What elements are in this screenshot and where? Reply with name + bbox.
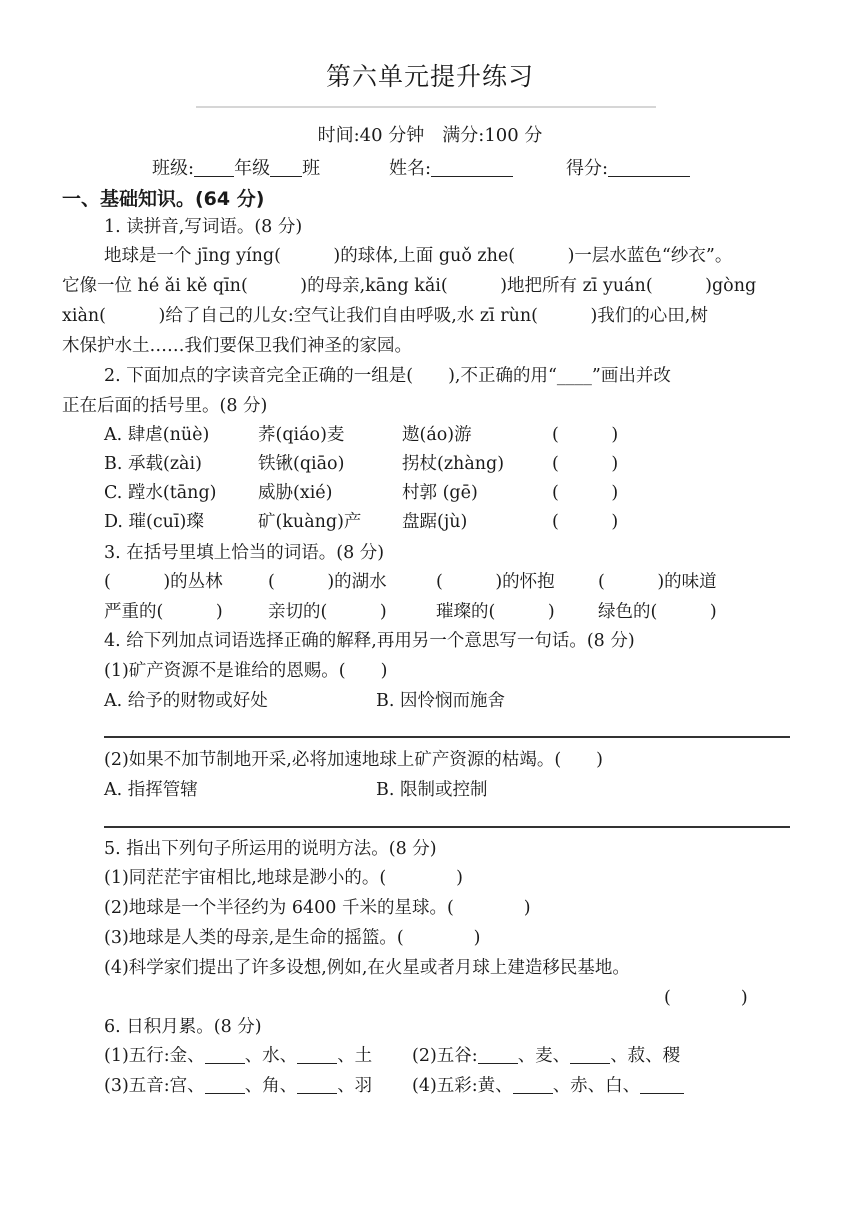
- q6-fill-blank[interactable]: [297, 1075, 337, 1094]
- q5-heading: 5. 指出下列句子所运用的说明方法。(8 分): [104, 839, 437, 859]
- q3-blank[interactable]: 严重的( ): [104, 602, 223, 622]
- q2-option-c: 村郭 (gē): [402, 483, 478, 503]
- q3-heading: 3. 在括号里填上恰当的词语。(8 分): [104, 543, 385, 563]
- q4-choice-b: B. 因怜悯而施舍: [376, 691, 505, 711]
- q5-sentence: (4)科学家们提出了许多设想,例如,在火星或者月球上建造移民基地。: [104, 958, 630, 978]
- q6-item-4: [412, 1072, 684, 1097]
- score-field: [566, 154, 690, 180]
- class-label: 班级:: [152, 158, 195, 179]
- exam-meta: 时间:40 分钟 满分:100 分: [317, 125, 543, 146]
- title-divider: [196, 106, 656, 108]
- q2-option-d: D. 璀(cuī)璨: [104, 512, 204, 532]
- q6-text: 、赤、白、: [552, 1076, 641, 1096]
- q6-fill-blank[interactable]: [297, 1045, 337, 1064]
- q4-answer-line[interactable]: [104, 826, 790, 828]
- q4-choice-b: B. 限制或控制: [376, 780, 488, 800]
- q4-sentence-1: (1)矿产资源不是谁给的恩赐。( ): [104, 661, 388, 681]
- q6-text: 、菽、稷: [610, 1046, 681, 1066]
- q1-heading: 1. 读拼音,写词语。(8 分): [104, 217, 303, 237]
- q6-fill-blank[interactable]: [205, 1075, 245, 1094]
- q6-heading: 6. 日积月累。(8 分): [104, 1017, 262, 1037]
- q3-blank[interactable]: 璀璨的( ): [436, 602, 555, 622]
- q3-blank[interactable]: ( )的丛林: [104, 572, 223, 592]
- q6-text: (1)五行:金、: [104, 1046, 205, 1066]
- q6-fill-blank[interactable]: [640, 1075, 684, 1094]
- q2-answer-bracket[interactable]: ( ): [552, 483, 619, 503]
- page-title: 第六单元提升练习: [325, 62, 534, 91]
- q2-option-b: 拐杖(zhàng): [402, 454, 505, 474]
- q2-option-b: 铁锹(qiāo): [258, 454, 345, 474]
- q6-fill-blank[interactable]: [570, 1045, 610, 1064]
- name-label: 姓名:: [389, 158, 432, 179]
- q2-option-d: 矿(kuàng)产: [258, 512, 362, 532]
- q6-fill-blank[interactable]: [205, 1045, 245, 1064]
- q6-text: (3)五音:宫、: [104, 1076, 205, 1096]
- q6-text: (2)五谷:: [412, 1046, 478, 1066]
- q6-item-3: [104, 1072, 372, 1097]
- q4-answer-line[interactable]: [104, 736, 790, 738]
- q5-sentence: (1)同茫茫宇宙相比,地球是渺小的。( ): [104, 868, 464, 888]
- q5-answer-bracket[interactable]: ( ): [664, 988, 748, 1008]
- score-label: 得分:: [566, 158, 609, 179]
- q6-item-1: [104, 1042, 372, 1067]
- q2-option-c: C. 蹚水(tāng): [104, 483, 217, 503]
- q2-heading: 正在后面的括号里。(8 分): [62, 396, 268, 416]
- q2-option-c: 威胁(xié): [258, 483, 333, 503]
- q2-answer-bracket[interactable]: ( ): [552, 425, 619, 445]
- q6-text: 、水、: [244, 1046, 298, 1066]
- q3-blank[interactable]: ( )的湖水: [268, 572, 387, 592]
- q3-blank[interactable]: ( )的味道: [598, 572, 717, 592]
- q6-text: 、羽: [337, 1076, 373, 1096]
- name-blank[interactable]: [431, 158, 513, 177]
- q2-heading: 2. 下面加点的字读音完全正确的一组是( ),不正确的用“____”画出并改: [104, 366, 671, 386]
- q6-item-2: [412, 1042, 680, 1067]
- q3-blank[interactable]: ( )的怀抱: [436, 572, 555, 592]
- q5-sentence: (3)地球是人类的母亲,是生命的摇篮。( ): [104, 928, 481, 948]
- grade-blank[interactable]: [194, 158, 234, 177]
- q4-sentence-2: (2)如果不加节制地开采,必将加速地球上矿产资源的枯竭。( ): [104, 750, 604, 770]
- class-field: [152, 154, 320, 180]
- q2-answer-bracket[interactable]: ( ): [552, 454, 619, 474]
- q3-blank[interactable]: 亲切的( ): [268, 602, 387, 622]
- q3-blank[interactable]: 绿色的( ): [598, 602, 717, 622]
- q2-option-a: 荞(qiáo)麦: [258, 425, 345, 445]
- q6-fill-blank[interactable]: [513, 1075, 553, 1094]
- q6-text: 、角、: [244, 1076, 298, 1096]
- q6-text: 、土: [337, 1046, 373, 1066]
- q4-choice-a: A. 指挥管辖: [104, 780, 198, 800]
- ban-blank[interactable]: [270, 158, 302, 177]
- q1-line: xiàn( )给了自己的儿女:空气让我们自由呼吸,水 zī rùn( )我们的心田,树: [62, 306, 708, 326]
- q6-text: 、麦、: [517, 1046, 571, 1066]
- q6-fill-blank[interactable]: [478, 1045, 518, 1064]
- q1-line: 地球是一个 jīng yíng( )的球体,上面 guǒ zhe( )一层水蓝色“纱衣”。: [104, 246, 733, 266]
- ban-label: 班: [302, 158, 321, 179]
- grade-label: 年级: [234, 158, 271, 179]
- name-field: [389, 154, 513, 180]
- q2-answer-bracket[interactable]: ( ): [552, 512, 619, 532]
- q1-line: 它像一位 hé ǎi kě qīn( )的母亲,kāng kǎi( )地把所有 zī yuán( )gòng: [62, 276, 757, 296]
- q1-line: 木保护水土……我们要保卫我们神圣的家园。: [62, 336, 412, 356]
- q2-option-b: B. 承载(zài): [104, 454, 202, 474]
- q4-heading: 4. 给下列加点词语选择正确的解释,再用另一个意思写一句话。(8 分): [104, 631, 635, 651]
- q2-option-a: A. 肆虐(nüè): [104, 425, 210, 445]
- q2-option-a: 遨(áo)游: [402, 425, 472, 445]
- section-heading: 一、基础知识。(64 分): [62, 188, 265, 210]
- q4-choice-a: A. 给予的财物或好处: [104, 691, 268, 711]
- q5-sentence: (2)地球是一个半径约为 6400 千米的星球。( ): [104, 898, 531, 918]
- q2-option-d: 盘踞(jù): [402, 512, 468, 532]
- score-blank[interactable]: [608, 158, 690, 177]
- q6-text: (4)五彩:黄、: [412, 1076, 513, 1096]
